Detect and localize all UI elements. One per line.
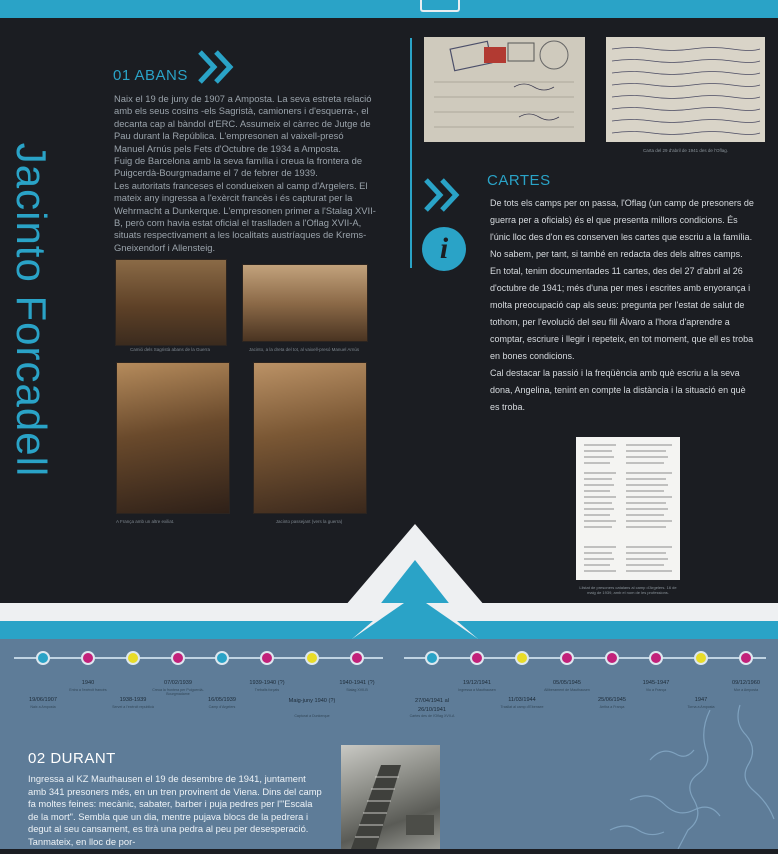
timeline-dot: [305, 651, 319, 665]
timeline-dot: [36, 651, 50, 665]
prisoner-list-document: [576, 437, 680, 580]
timeline-date: 09/12/1960: [732, 680, 760, 686]
timeline-date: 1940-1941 (?): [339, 680, 375, 686]
timeline-dot: [350, 651, 364, 665]
chevron-right-icon: [196, 48, 240, 86]
timeline-desc: Creua la frontera per Puigcerdà-Bourgmadame: [152, 688, 204, 696]
timeline-date: 1945-1947: [642, 680, 670, 686]
photo-caption: Jacinto passejant (vers la guerra): [275, 519, 343, 524]
timeline-desc: Servei a l'exèrcit republicà: [112, 705, 154, 709]
timeline-dot: [126, 651, 140, 665]
timeline-date: 16/05/1939: [208, 697, 236, 703]
timeline-dot: [171, 651, 185, 665]
europe-map-outline: [590, 700, 778, 849]
timeline-dot: [515, 651, 529, 665]
document-lines: [576, 437, 680, 580]
timeline-desc: Camp d'Argelers: [208, 705, 236, 709]
timeline-date: 1939-1940 (?): [249, 680, 285, 686]
cartes-paragraph: De tots els camps per on passa, l'Oflag (un camp de presoners de guerra per a oficials) és el que presenta millors condicions. És l'únic lloc des d'on es conserven les cartes que escriu a la família.: [490, 198, 754, 242]
postcard-stamp-icon: [424, 37, 585, 142]
timeline-dot: [649, 651, 663, 665]
timeline-dot: [215, 651, 229, 665]
quarry-photo: [341, 745, 440, 849]
page-title: Jacinto Forcadell: [8, 142, 55, 478]
durant-heading: 02 DURANT: [28, 750, 116, 767]
abans-paragraph: Naix el 19 de juny de 1907 a Amposta. La seva estreta relació amb els seus cosins -els Sagristà, camioners i d'esquerra-, el decanta cap al bàndol d'ERC. Assumeix el càrrec de Jutge de Pau durant la República. L'empresonen al vaixell-presó Manuel Arnús pels Fets d'Octubre de 1934 a Amposta.: [114, 93, 372, 154]
timeline-dot: [81, 651, 95, 665]
timeline-date: Maig-juny 1940 (?): [288, 698, 336, 704]
timeline-desc: Viu a França: [645, 688, 667, 692]
chevron-right-icon: [422, 176, 466, 214]
timeline-desc: Torna a Amposta: [687, 705, 715, 709]
abans-heading: 01 ABANS: [113, 67, 188, 84]
walking-photo: [253, 362, 367, 514]
abans-paragraph: Les autoritats franceses el condueixen al camp d'Argelers. El mateix any ingressa a l'exèrcit francès i és capturat per la Wehrmacht a Dunkerque. L'empresonen primer a l'Stalag XVII-B, però com havia estat oficial el traslladen a l'Oflag XVII-A, situats respectivament a les localitats austríaques de Krems-Gneixendorf i Allensteig.: [114, 179, 376, 253]
timeline-desc: Ingressa a Mauthausen: [458, 688, 496, 692]
abans-paragraph: Fuig de Barcelona amb la seva família i creua la frontera de Puigcerdà-Bourgmadame el 7 de febrer de 1939.: [114, 155, 363, 179]
photo-caption: Camió dels Sagristà abans de la Guerra: [129, 347, 211, 352]
timeline-line: [14, 657, 383, 659]
stairs-shape: [341, 745, 440, 849]
timeline-date: 25/06/1945: [598, 697, 626, 703]
timeline-date: 19/06/1907: [29, 697, 57, 703]
timeline-dot: [470, 651, 484, 665]
photo-caption: Jacinto, a la dreta del tot, al vaixell-presó Manuel Arnús: [248, 347, 360, 352]
timeline-date: 07/02/1939: [164, 680, 192, 686]
timeline-date: 19/12/1941: [463, 680, 491, 686]
timeline-date: 05/05/1945: [553, 680, 581, 686]
timeline-date: 1947: [694, 697, 708, 703]
timeline-dot: [425, 651, 439, 665]
abans-text: [114, 93, 376, 254]
timeline-desc: Capturat a Dunkerque: [294, 714, 330, 718]
document-caption: Llistat de presoners catalans al camp d'Argelers. 16 de maig de 1939, amb el nom de les professions.: [579, 585, 677, 595]
timeline-dot: [694, 651, 708, 665]
timeline-line: [404, 657, 766, 659]
up-triangle-overlay: [300, 603, 530, 639]
top-tab-shape: [420, 0, 460, 12]
info-icon: i: [422, 227, 466, 271]
truck-photo: [115, 259, 227, 346]
timeline-desc: Entra a l'exèrcit francès: [69, 688, 107, 692]
cartes-paragraph: Cal destacar la passió i la freqüència amb què escriu a la seva dona, Angelina, tenint en compte la distància i la situació en què es troba.: [490, 368, 746, 412]
vertical-divider: [410, 38, 412, 268]
cartes-text: [490, 195, 755, 416]
cartes-paragraph: No sabem, per tant, si també en redacta des dels altres camps. En total, tenim documentades 11 cartes, des del 27 d'abril al 26 d'octubre de 1941; més d'una per mes i escrites amb enyorança i molta preocupació cap als seus: pregunta per l'estat de salut de tothom, per l'evolució del seu fill Álvaro a l'hora d'aprendre a comptar, escriure i llegir i repeteix, en tot moment, que ell es troba en bones condicions.: [490, 249, 754, 361]
timeline-date: 1940: [81, 680, 95, 686]
cartes-heading: CARTES: [487, 172, 551, 189]
timeline-desc: Mor a Amposta: [733, 688, 759, 692]
photo-caption: A França amb un altre exiliat.: [116, 519, 175, 524]
timeline-date: 1938-1939: [119, 697, 147, 703]
timeline-dot: [739, 651, 753, 665]
top-bar: [0, 0, 778, 18]
group-photo: [242, 264, 368, 342]
timeline-date: 11/03/1944: [508, 697, 536, 703]
timeline-desc: Stalag XVII-B: [346, 688, 368, 692]
durant-text: Ingressa al KZ Mauthausen el 19 de desembre de 1941, juntament amb 341 presoners més, en un tren provinent de Viena. Dins del camp fa moltes feines: mecànic, sabater, barber i puja pedres per l'"Escala de la mort". Sembla que un dia, mentre pujava blocs de la pedrera i degut al seu cansament, es tirà una pedra al peu per desesperació. Tanmateix, en lloc de por-: [28, 773, 322, 847]
timeline-dot: [605, 651, 619, 665]
timeline-desc: Alliberament de Mauthausen: [544, 688, 590, 692]
timeline-dot: [260, 651, 274, 665]
postcard-back: [606, 37, 765, 142]
timeline-desc: Treballs forçats: [254, 688, 280, 692]
timeline-date: 27/04/1941 al 26/10/1941: [415, 698, 449, 713]
handwriting-lines: [606, 37, 765, 142]
timeline-desc: Naix a Amposta: [30, 705, 56, 709]
street-photo: [116, 362, 230, 514]
postcard-front: [424, 37, 585, 142]
timeline-desc: Arriba a França: [599, 705, 625, 709]
timeline-dot: [560, 651, 574, 665]
postcard-caption: Carta del 29 d'abril de 1941 des de l'Oflag.: [642, 148, 729, 153]
timeline-desc: Trasllat al camp d'Ebensee: [500, 705, 544, 709]
timeline-desc: Cartes des de l'Oflag XVII-A: [409, 714, 455, 718]
